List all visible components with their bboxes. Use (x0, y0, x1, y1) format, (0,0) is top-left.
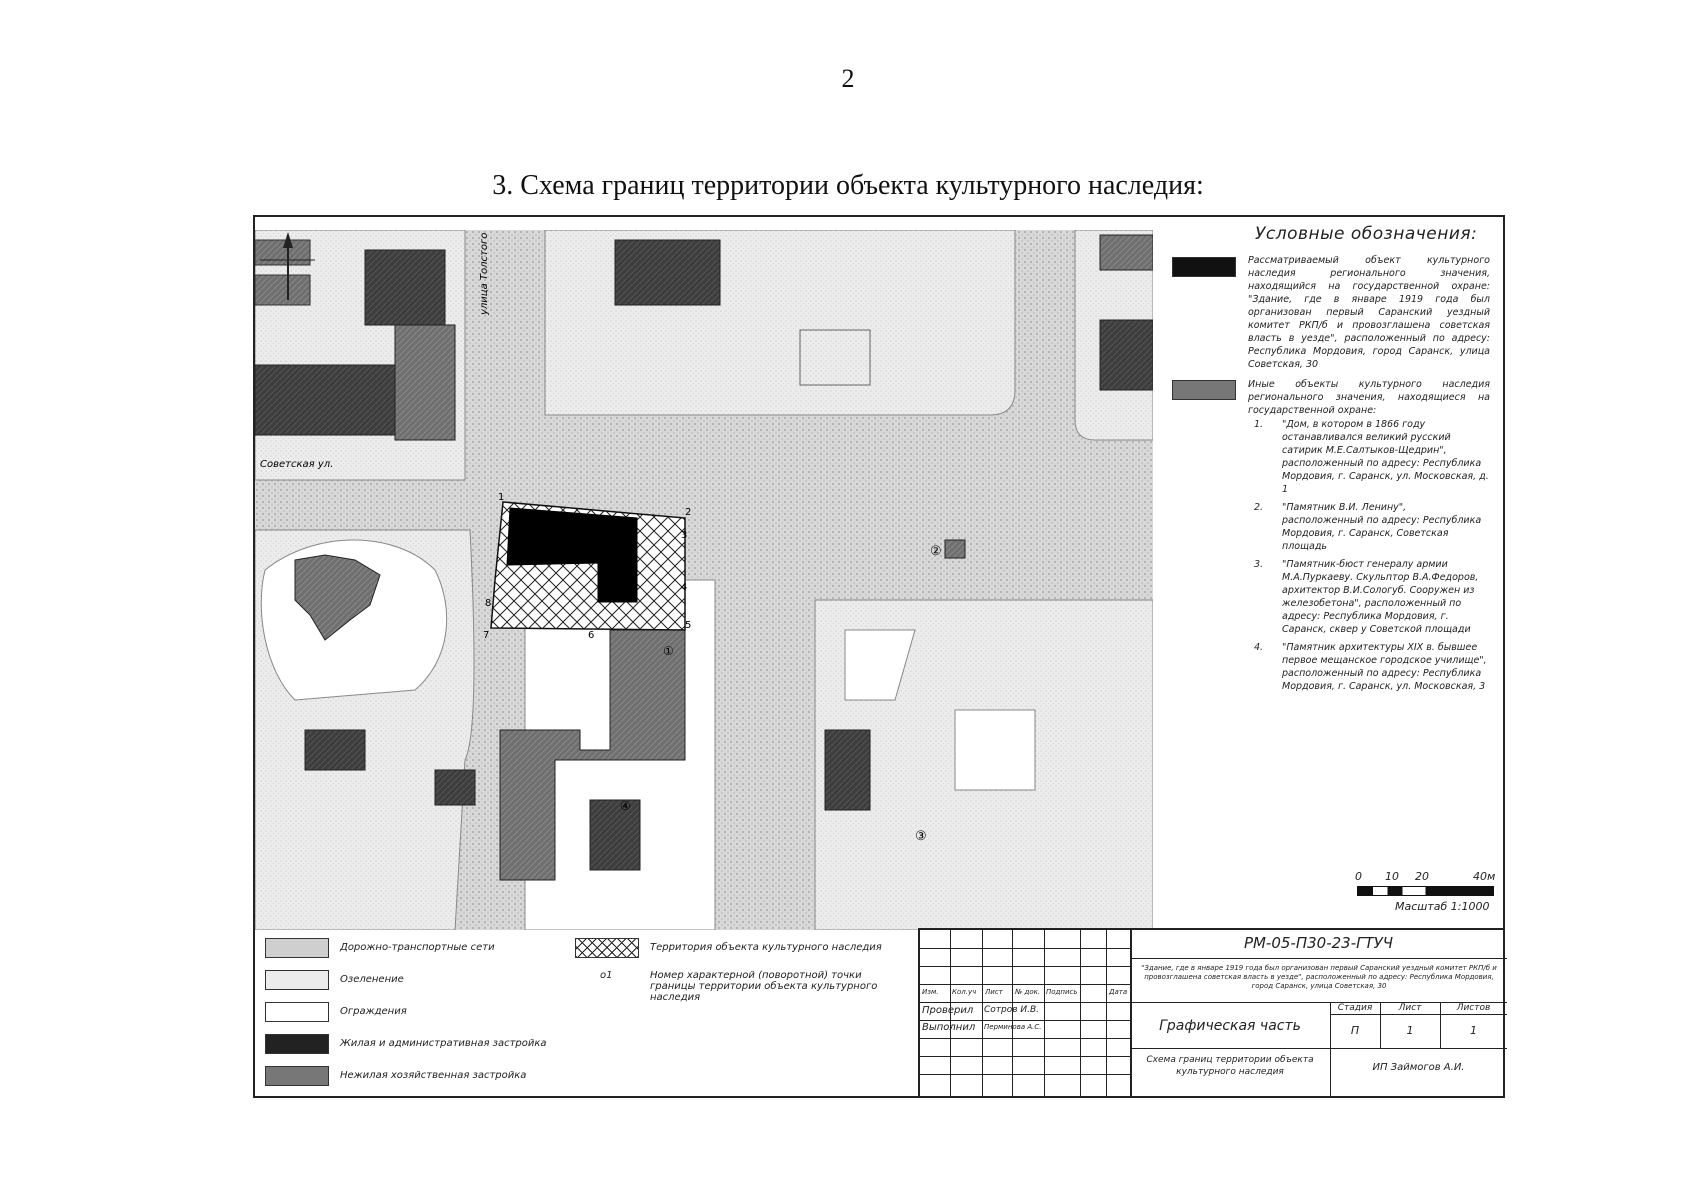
col-header: Лист (985, 988, 1003, 996)
legend-other-item: 1. "Дом, в котором в 1866 году останавливался великий русский сатирик М.Е.Салтыков-Щедрин", расположенный по адресу: Республика Мордовия, г. Саранск, ул. Московская, д. 1 (1254, 419, 1489, 495)
legend-swatch-hatch (575, 938, 639, 958)
point-label-3: 3 (681, 530, 688, 541)
grid-line (920, 948, 1130, 949)
marker-2: ② (930, 543, 942, 558)
point-label-7: 7 (483, 630, 490, 641)
bust-monument (945, 540, 965, 558)
point-label-2: 2 (685, 507, 692, 518)
sheet-label: Лист (1398, 1003, 1422, 1013)
scale-tick: 40м (1473, 870, 1496, 883)
building (255, 240, 310, 265)
building (435, 770, 475, 805)
page-number: 2 (841, 64, 855, 93)
legend-other-intro: Иные объекты культурного наследия регионального значения, находящиеся на государственной охране: (1248, 379, 1490, 416)
building (255, 275, 310, 305)
building (825, 730, 870, 810)
building (615, 240, 720, 305)
grid-line (1130, 958, 1507, 959)
grid-line (920, 1002, 1130, 1003)
col-header: Подпись (1046, 988, 1078, 996)
legend-swatch-fence (265, 1002, 329, 1022)
sheet-value: 1 (1406, 1024, 1414, 1037)
legend-other-item: 4. "Памятник архитектуры XIX в. бывшее первое мещанское городское училище", расположенный по адресу: Республика Мордовия, г. Саранск, ул. Московская, 3 (1254, 642, 1487, 692)
sheets-label: Листов (1456, 1003, 1491, 1013)
street-label-tolstogo: улица Толстого (479, 232, 490, 315)
checked-label: Проверил (922, 1005, 974, 1016)
legend-swatch-main (1172, 257, 1236, 277)
building (305, 730, 365, 770)
legend-label-dark: Жилая и административная застройка (340, 1038, 547, 1049)
building (590, 800, 640, 870)
grid-line (1330, 1014, 1507, 1015)
building (1100, 320, 1153, 390)
scale-tick: 10 (1385, 870, 1399, 883)
building (255, 365, 395, 435)
grid-line (1130, 930, 1132, 1098)
legend-swatch-mid (265, 1066, 329, 1086)
scale-tick: 0 (1355, 870, 1362, 883)
legend-swatch-dark (265, 1034, 329, 1054)
document-title: 3. Схема границ территории объекта культурного наследия: (492, 170, 1204, 201)
legend-label-mid: Нежилая хозяйственная застройка (340, 1070, 527, 1081)
point-label-5: 5 (685, 620, 692, 631)
building (395, 325, 455, 440)
legend-heading: Условные обозначения: (1255, 224, 1478, 244)
checked-name: Сотров И.В. (984, 1005, 1040, 1015)
col-header: № док. (1015, 988, 1041, 996)
park-plaza (955, 710, 1035, 790)
drawing-code: РМ-05-П30-23-ГТУЧ (1243, 934, 1394, 952)
drawing-title: Схема границ территории объекта культурного наследия (1146, 1055, 1314, 1077)
building (1100, 235, 1153, 270)
scale-label: Масштаб 1:1000 (1395, 900, 1490, 913)
organization: ИП Займогов А.И. (1372, 1062, 1465, 1073)
object-description: "Здание, где в январе 1919 года был организован первый Саранский уездный комитет РКП/б и провозглашена советская власть в уезде", расположенный по адресу: Республика Мордовия, город Саранск, улица Советская, 30 (1141, 964, 1497, 990)
grid-line (920, 1038, 1130, 1039)
site-plan-svg (255, 230, 1153, 930)
section-title: Графическая часть (1159, 1018, 1301, 1034)
legend-label-fence: Ограждения (340, 1006, 407, 1017)
marker-3: ③ (915, 828, 927, 843)
scale-bar (1345, 870, 1505, 930)
legend-panel (1160, 222, 1500, 922)
building (365, 250, 445, 325)
grid-line (982, 930, 983, 1098)
stage-value: П (1350, 1024, 1360, 1037)
sheets-value: 1 (1470, 1024, 1477, 1037)
grid-line (920, 1074, 1130, 1075)
grid-line (920, 1056, 1130, 1057)
grid-line (1130, 1048, 1507, 1049)
legend-label-green: Озеленение (340, 974, 404, 985)
legend-label-point: Номер характерной (поворотной) точки границы территории объекта культурного наследия (650, 970, 878, 1003)
stage-label: Стадия (1337, 1003, 1373, 1013)
grid-line (1044, 930, 1045, 1098)
street-label-sovetskaya: Советская ул. (260, 459, 334, 470)
point-label-1: 1 (498, 492, 505, 503)
legend-main-object: Рассматриваемый объект культурного наследия регионального значения, находящийся на государственной охране: "Здание, где в январе 1919 года был организован первый Саранский уездный комитет РКП/б и провозглашена советская власть в уезде", расположенный по адресу: Республика Мордовия, город Саранск, улица Советская, 30 (1248, 255, 1490, 370)
legend-label-hatch: Территория объекта культурного наследия (650, 942, 882, 953)
legend-other-item: 3. "Памятник-бюст генералу армии М.А.Пуркаеву. Скульптор В.А.Федоров, архитектор В.И.Сологуб. Сооружен из железобетона", расположенный по адресу: Республика Мордовия, г. Саранск, сквер у Советской площади (1254, 559, 1479, 635)
grid-line (1106, 930, 1107, 1098)
bottom-legend (255, 930, 915, 1096)
marker-4: ④ (620, 799, 631, 813)
grid-line (1080, 930, 1081, 1098)
grid-line (920, 966, 1130, 967)
building (800, 330, 870, 385)
grid-line (1330, 1002, 1331, 1098)
col-header: Дата (1109, 988, 1128, 996)
done-label: Выполнил (922, 1022, 976, 1033)
legend-swatch-road (265, 938, 329, 958)
done-name: Перминова А.С. (984, 1023, 1042, 1031)
col-header: Кол.уч (952, 988, 977, 996)
grid-line (920, 984, 1130, 985)
legend-other-list (1254, 418, 1490, 698)
site-plan-map (255, 230, 1153, 930)
legend-marker-point: о1 (600, 970, 613, 981)
point-label-6: 6 (588, 630, 595, 641)
point-label-4: 4 (681, 582, 688, 593)
title-block (918, 928, 1505, 1098)
legend-swatch-other (1172, 380, 1236, 400)
marker-1: ① (663, 644, 674, 658)
point-label-8: 8 (485, 598, 492, 609)
legend-swatch-green (265, 970, 329, 990)
grid-line (920, 1020, 1130, 1021)
scale-bar-graphic (1357, 886, 1494, 896)
col-header: Изм. (922, 988, 939, 996)
legend-other-item: 2. "Памятник В.И. Ленину", расположенный по адресу: Республика Мордовия, г. Саранск, Советская площадь (1254, 502, 1482, 552)
legend-label-road: Дорожно-транспортные сети (340, 942, 495, 953)
scale-tick: 20 (1415, 870, 1429, 883)
